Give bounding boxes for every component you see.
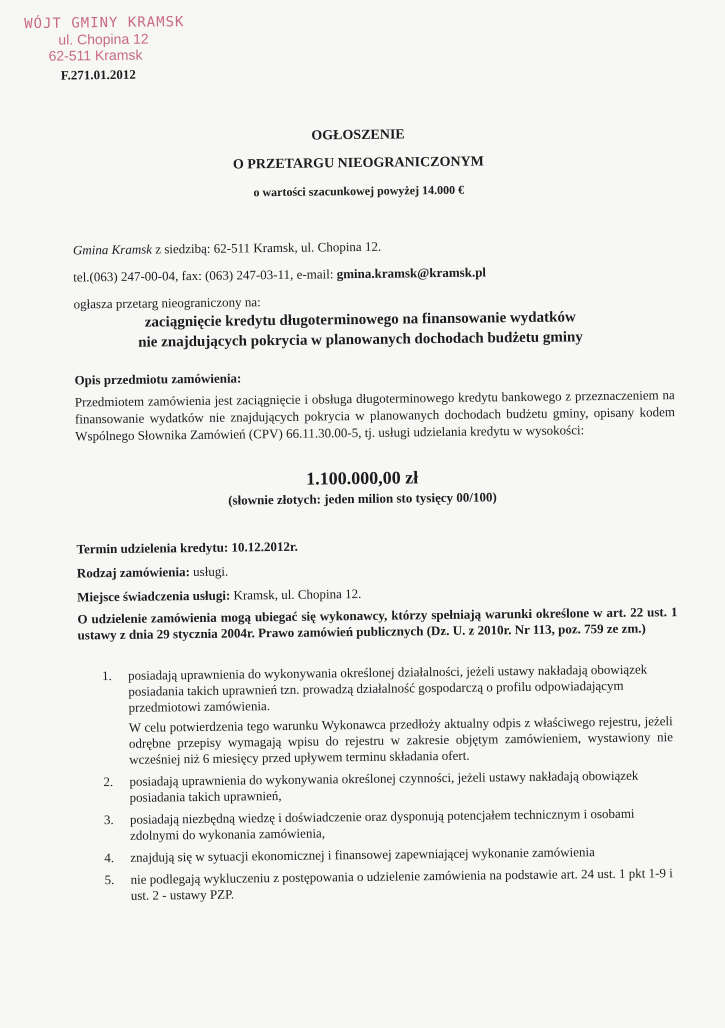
conditions-intro: O udzielenie zamówienia mogą ubiegać się wykonawcy, którzy spełniają warunki określone w art. 22 ust. 1 ustawy z dnia 29 stycznia 2004r. Prawo zamówień publicznych (Dz. U. z 2010r. Nr 113, poz. 759 ze zm.) bbox=[77, 604, 678, 643]
list-item-text: posiadają uprawnienia do wykonywania określonej działalności, jeżeli ustawy nakładają obowiązek posiadania takich uprawnień tzn. prowadzą działalność gospodarczą o profilu odpowiadającym przedmiotowi zamówienia. bbox=[128, 661, 648, 715]
list-item-text: posiadają uprawnienia do wykonywania określonej czynności, jeżeli ustawy nakładają obowiązek posiadania takich uprawnień, bbox=[129, 767, 639, 805]
tender-subject-line-1: zaciągnięcie kredytu długoterminowego na finansowanie wydatków bbox=[144, 309, 576, 331]
office-stamp bbox=[24, 14, 185, 64]
list-item-number: 1. bbox=[102, 668, 112, 684]
list-item bbox=[102, 661, 673, 768]
stamp-line-office: WÓJT GMINY KRAMSK bbox=[24, 14, 185, 33]
service-place bbox=[77, 586, 361, 605]
list-item-text: posiadają niezbędną wiedzę i doświadczenie oraz dysponują potencjałem technicznym i osobami zdolnymi do wykonania zamówienia, bbox=[129, 805, 635, 843]
credit-amount-words: (słownie złotych: jeden milion sto tysięcy 00/100) bbox=[228, 489, 497, 508]
list-item bbox=[105, 865, 675, 904]
order-type-label: Rodzaj zamówienia: bbox=[76, 564, 190, 581]
issuer-address-line bbox=[73, 234, 673, 258]
order-type bbox=[77, 564, 228, 582]
service-place-value: Kramsk, ul. Chopina 12. bbox=[230, 585, 362, 603]
list-item bbox=[104, 805, 674, 844]
list-item-note: W celu potwierdzenia tego warunku Wykonawca przedłoży aktualny odpis z właściwego rejestru, jeżeli odrębne przepisy wymagają wpisu do rejestru w zakresie objętym zamówieniem, wystawiony nie wcześniej niż 6 miesięcy przed upływem terminu składania ofert. bbox=[128, 713, 674, 767]
list-item-number: 5. bbox=[104, 872, 115, 888]
description-text: Przedmiotem zamówienia jest zaciągnięcie i obsługa długoterminowego kredytu bankowego z przeznaczeniem na finansowanie wydatków nie znajdujących pokrycia w planowanych dochodach budżetu gminy, opisany kodem Wspólnego Słownika Zamówień (CPV) 66.11.30.00-5, tj. usługi udzielania kredytu w wysokości: bbox=[74, 387, 676, 444]
issuer-contact: tel.(063) 247-00-04, fax: (063) 247-03-11, e-mail: bbox=[73, 266, 337, 285]
tender-subject bbox=[0, 306, 723, 355]
conditions-list bbox=[102, 661, 675, 910]
estimated-value-line: o wartości szacunkowej powyżej 14.000 € bbox=[253, 182, 465, 200]
service-place-label: Miejsce świadczenia usługi: bbox=[77, 587, 231, 605]
list-item bbox=[103, 767, 673, 806]
issuer-address: z siedzibą: 62-511 Kramsk, ul. Chopina 12. bbox=[151, 238, 382, 257]
issuer-email: gmina.kramsk@kramsk.pl bbox=[336, 264, 487, 282]
case-number: F.271.01.2012 bbox=[60, 66, 136, 83]
issuer-contact-line bbox=[73, 261, 673, 285]
stamp-line-street: ul. Chopina 12 bbox=[58, 30, 149, 48]
list-item-number: 3. bbox=[103, 812, 114, 828]
document-subtitle: O PRZETARGU NIEOGRANICZONYM bbox=[232, 154, 484, 173]
list-item-text: znajdują się w sytuacji ekonomicznej i finansowej zapewniającej wykonanie zamówienia bbox=[130, 844, 595, 865]
list-item-number: 2. bbox=[103, 774, 114, 790]
list-item-number: 4. bbox=[104, 850, 115, 866]
credit-amount: 1.100.000,00 zł bbox=[306, 467, 419, 489]
document-title: OGŁOSZENIE bbox=[311, 127, 405, 144]
tender-subject-line-2: nie znajdujących pokrycia w planowanych dochodach budżetu gminy bbox=[138, 329, 583, 351]
announcement-line: ogłasza przetarg nieograniczony na: bbox=[73, 294, 261, 312]
stamp-line-city: 62-511 Kramsk bbox=[48, 46, 143, 64]
list-item bbox=[104, 843, 674, 866]
description-heading: Opis przedmiotu zamówienia: bbox=[74, 370, 242, 388]
issuer-name: Gmina Kramsk bbox=[72, 241, 153, 258]
order-type-value: usługi. bbox=[189, 563, 229, 580]
list-item-text: nie podlegają wykluczeniu z postępowania o udzielenie zamówienia na podstawie art. 24 ust. 1 pkt 1-9 i ust. 2 - ustawy PZP. bbox=[130, 865, 673, 903]
credit-term: Termin udzielenia kredytu: 10.12.2012r. bbox=[76, 538, 298, 557]
